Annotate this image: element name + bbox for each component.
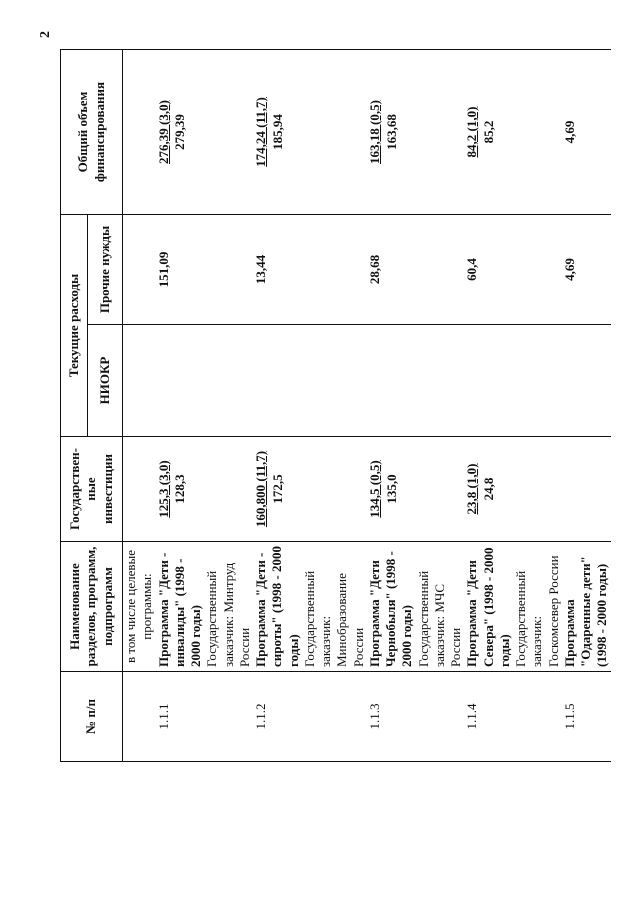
table-row [253, 50, 367, 762]
program-title: Программа "Дети - инвалиды" (1998 - 2000 годы) [155, 552, 203, 667]
invest-cell [156, 437, 254, 542]
other-value: 151,09 [155, 251, 171, 288]
program-title: Программа "Дети - сироты" (1998 - 2000 годы) [253, 546, 301, 667]
row-name-cell [156, 542, 254, 672]
total-value: 4,69 [561, 120, 577, 144]
program-customer: Государственный заказчик: Минобразование России [301, 570, 366, 667]
row-name-cell [367, 542, 465, 672]
header-total: Общий объем финансирования [61, 50, 123, 215]
total-value: 85,2 [481, 120, 497, 144]
header-niokr: НИОКР [88, 325, 123, 437]
row-number: 1.1.1 [156, 672, 254, 762]
invest-cell [464, 437, 562, 542]
total-cell [464, 50, 562, 215]
header-current: Текущие расходы [61, 215, 88, 437]
total-value: 163,68 [383, 114, 399, 150]
financing-table [60, 49, 611, 762]
row-number: 1.1.5 [562, 672, 611, 762]
invest-cell [253, 437, 367, 542]
program-customer: Государственный заказчик: Госкомсевер России [513, 555, 561, 667]
total-value: 279,39 [172, 114, 188, 150]
program-title: Программа "Дети Севера" (1998 - 2000 годы) [464, 547, 512, 667]
other-cell [156, 215, 254, 325]
program-customer: Государственный заказчик: Минтруд России [204, 562, 252, 667]
total-cell [156, 50, 254, 215]
other-value: 4,69 [561, 258, 577, 281]
invest-cell [367, 437, 465, 542]
niokr-cell [562, 325, 611, 437]
invest-value: 172,5 [269, 474, 285, 504]
invest-value-underlined: 160,800 (11,7) [253, 450, 268, 528]
program-title: Программа "Одаренные дети" (1998 - 2000 годы) [561, 556, 610, 667]
total-value-underlined: 174,24 (11,7) [253, 97, 268, 167]
header-other: Прочие нужды [88, 215, 123, 325]
header-num: № п/п [61, 672, 123, 762]
invest-value-underlined: 134,5 (0,5) [366, 460, 382, 518]
invest-value: 128,3 [172, 474, 188, 504]
total-cell [367, 50, 465, 215]
row-number: 1.1.4 [464, 672, 562, 762]
total-value-underlined: 84,2 (1,0) [464, 106, 480, 158]
niokr-cell [156, 325, 254, 437]
row-name-cell [464, 542, 562, 672]
niokr-cell [253, 325, 367, 437]
other-value: 13,44 [253, 254, 268, 285]
invest-value: 24,8 [481, 477, 497, 501]
invest-value-underlined: 125,3 (3,0) [155, 460, 171, 518]
other-cell [367, 215, 465, 325]
other-value: 28,68 [366, 254, 382, 285]
page-number: 2 [38, 31, 53, 38]
table-row [156, 50, 254, 762]
total-value-underlined: 276,39 (3,0) [155, 100, 171, 164]
header-name: Наименование разделов, программ, подпрограмм [61, 542, 123, 672]
row-number: 1.1.2 [253, 672, 367, 762]
row-name-cell [562, 542, 611, 672]
total-value-underlined: 163,18 (0,5) [366, 100, 382, 164]
other-cell [464, 215, 562, 325]
table-row [562, 50, 611, 762]
intro-text: в том числе целевые программы: [123, 542, 156, 672]
total-value: 185,94 [269, 114, 285, 150]
program-customer: Государственный заказчик: МЧС России [415, 570, 463, 667]
total-cell [253, 50, 367, 215]
invest-value-underlined: 23,8 (1,0) [464, 463, 480, 515]
total-cell [562, 50, 611, 215]
invest-value: 135,0 [383, 474, 399, 504]
niokr-cell [464, 325, 562, 437]
table-row [464, 50, 562, 762]
program-title: Программа "Дети Чернобыля" (1998 - 2000 годы) [366, 551, 415, 667]
header-invest: Государствен-ные инвестиции [61, 437, 123, 542]
other-value: 60,4 [464, 258, 480, 281]
other-cell [253, 215, 367, 325]
other-cell [562, 215, 611, 325]
niokr-cell [367, 325, 465, 437]
row-number: 1.1.3 [367, 672, 465, 762]
invest-cell [562, 437, 611, 542]
row-name-cell [253, 542, 367, 672]
table-row [367, 50, 465, 762]
